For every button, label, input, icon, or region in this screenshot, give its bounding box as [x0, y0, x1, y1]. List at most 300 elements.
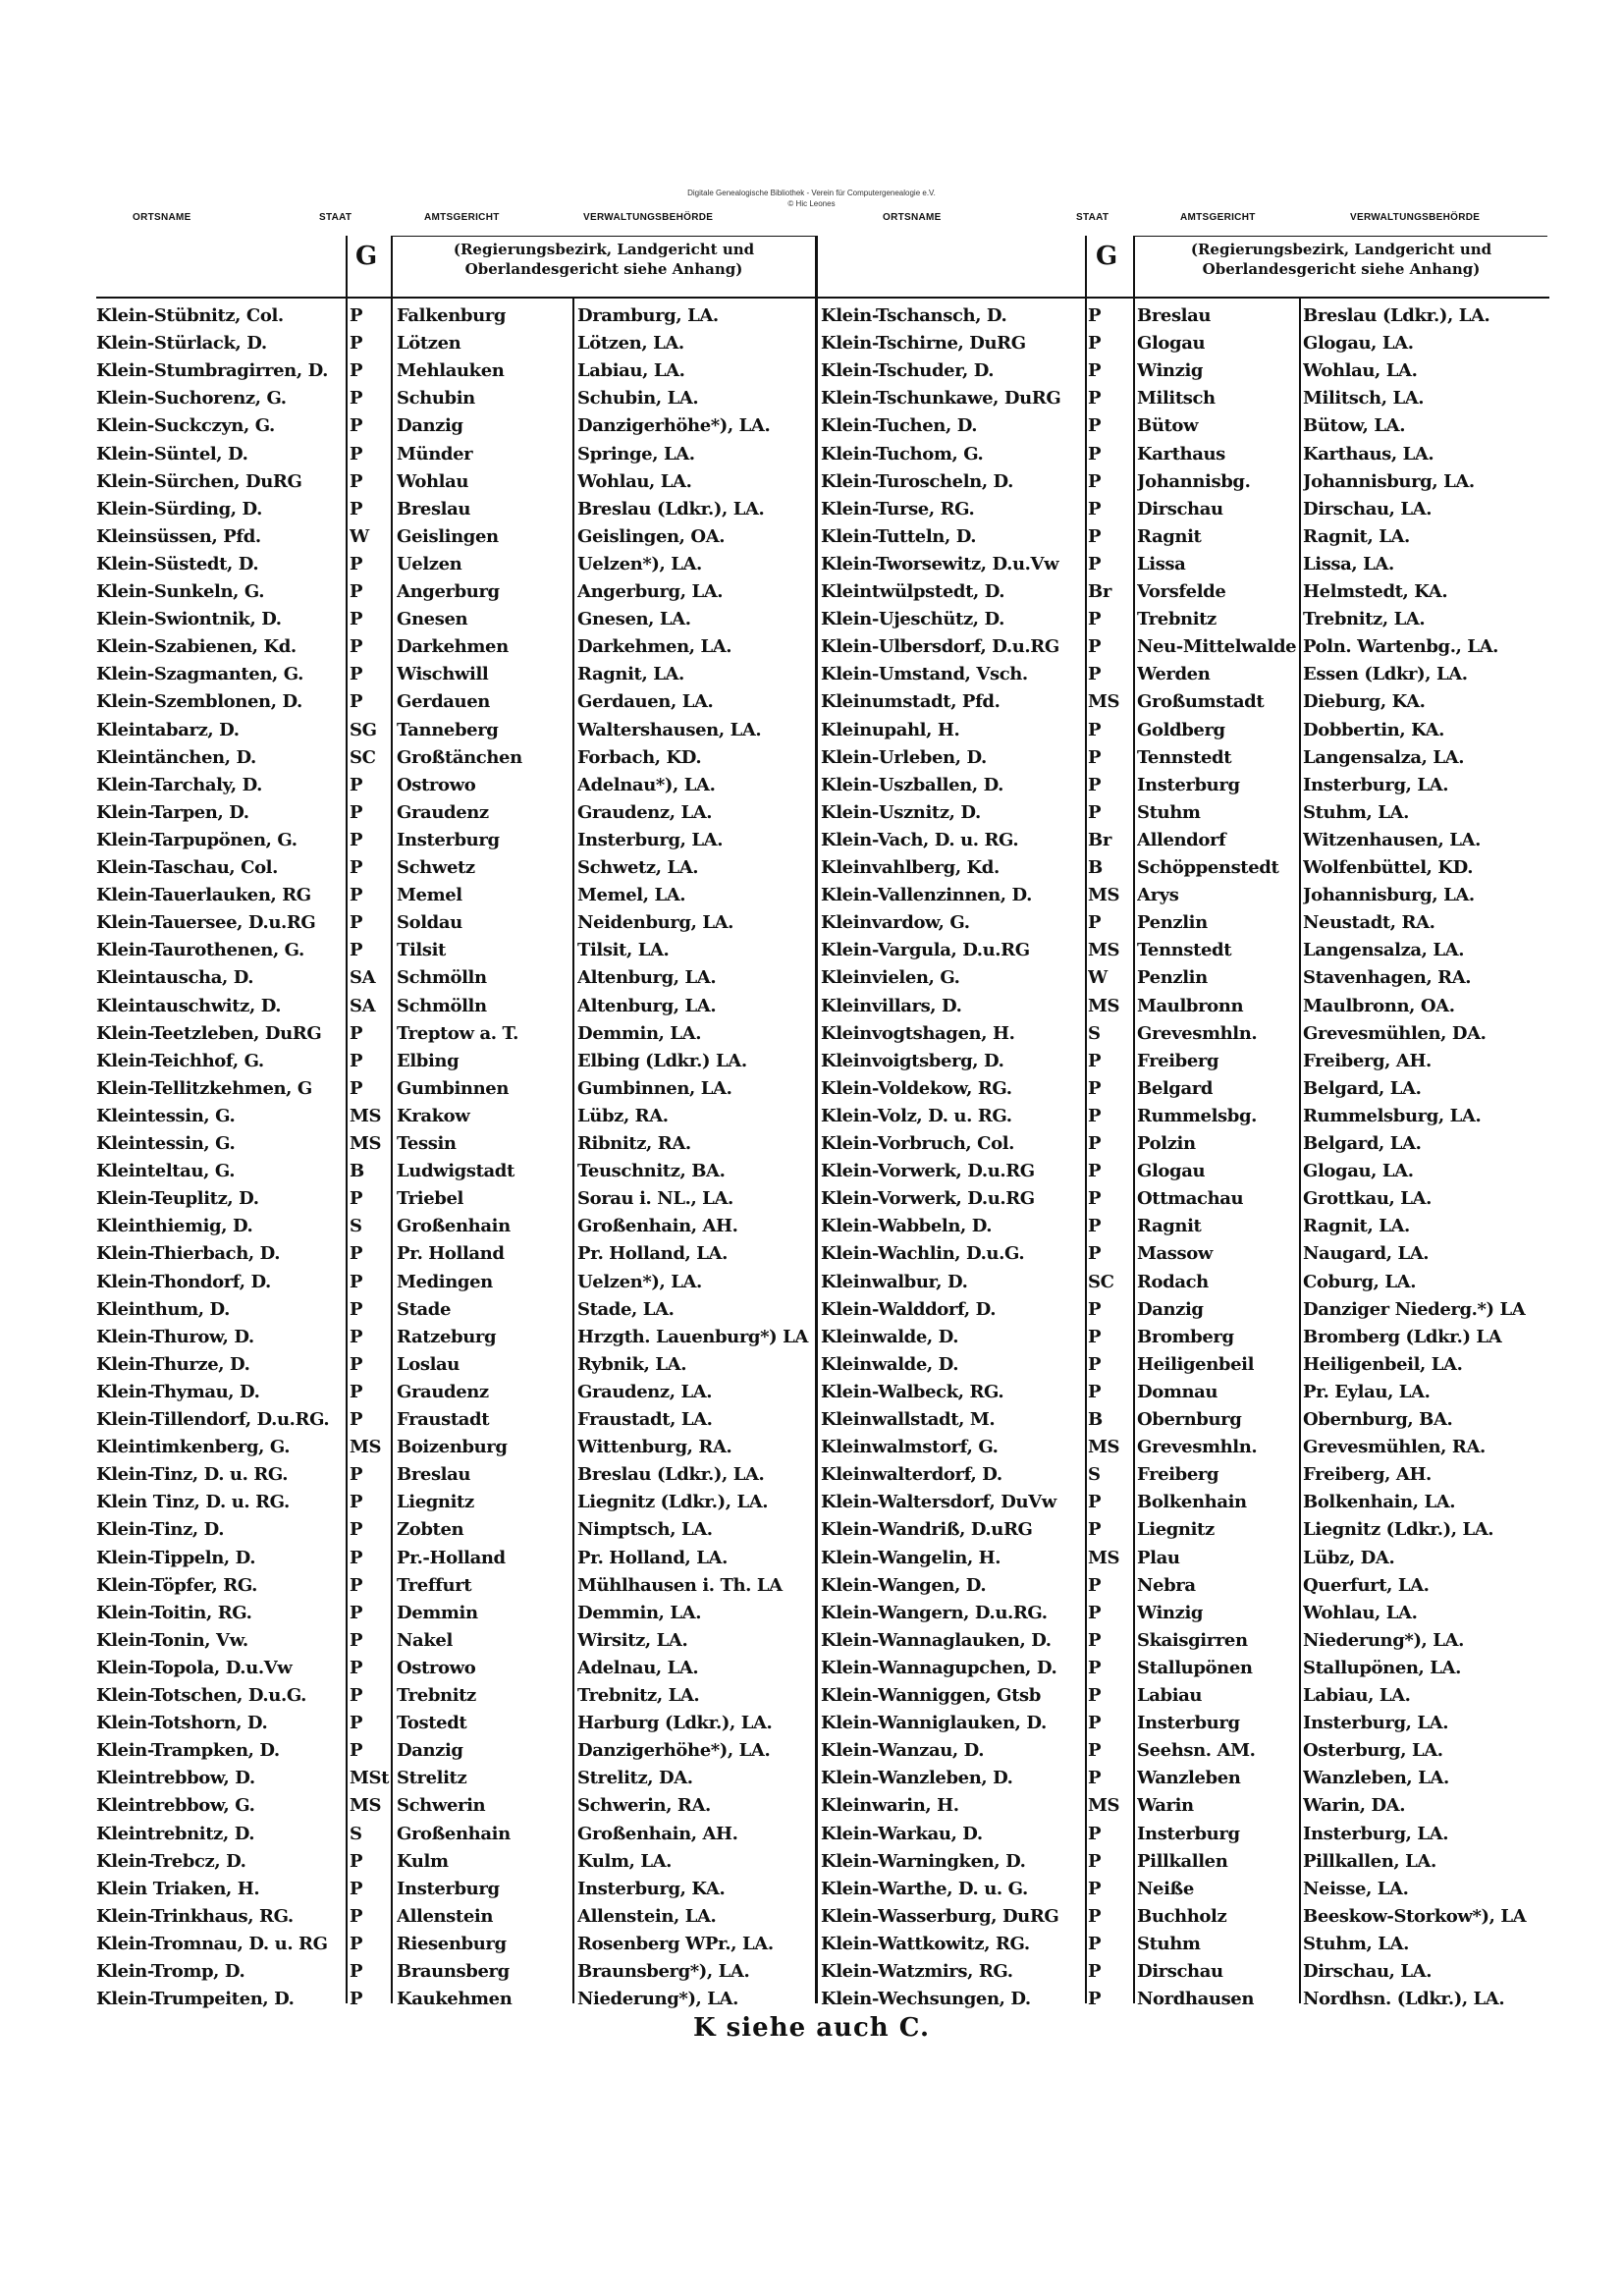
cell-verwaltung: Teuschnitz, BA.	[577, 1161, 726, 1182]
cell-verwaltung: Danzigerhöhe*), LA.	[577, 415, 771, 437]
cell-amtsgericht: Braunsberg	[397, 1961, 510, 1982]
cell-verwaltung: Heiligenbeil, LA.	[1303, 1353, 1463, 1375]
cell-verwaltung: Uelzen*), LA.	[577, 1271, 702, 1292]
cell-ortsname: Klein-Vorwerk, D.u.RG	[821, 1161, 1035, 1182]
cell-amtsgericht: Gumbinnen	[397, 1077, 510, 1099]
cell-verwaltung: Braunsberg*), LA.	[577, 1961, 750, 1982]
cell-ortsname: Kleinvielen, G.	[821, 967, 960, 989]
cell-ortsname: Kleintrebnitz, D.	[96, 1823, 255, 1844]
cell-verwaltung: Poln. Wartenbg., LA.	[1303, 636, 1499, 658]
cell-staat: P	[1088, 1243, 1102, 1265]
cell-staat: P	[350, 1519, 363, 1541]
cell-verwaltung: Pr. Holland, LA.	[577, 1243, 728, 1265]
cell-ortsname: Klein-Tromnau, D. u. RG	[96, 1933, 328, 1954]
cell-staat: P	[350, 1905, 363, 1927]
cell-staat: S	[1088, 1022, 1101, 1044]
cell-staat: P	[1088, 746, 1102, 768]
cell-ortsname: Klein-Wangen, D.	[821, 1574, 987, 1596]
cell-verwaltung: Bütow, LA.	[1303, 415, 1406, 437]
cell-amtsgericht: Danzig	[397, 415, 463, 437]
cell-amtsgericht: Ludwigstadt	[397, 1161, 514, 1182]
cell-ortsname: Klein-Ulbersdorf, D.u.RG	[821, 636, 1059, 658]
cell-verwaltung: Freiberg, AH.	[1303, 1050, 1432, 1071]
cell-staat: P	[1088, 1850, 1102, 1872]
header-note-line1: (Regierungsbezirk, Landgericht und	[453, 241, 755, 258]
cell-amtsgericht: Treffurt	[397, 1574, 472, 1596]
cell-verwaltung: Harburg (Ldkr.), LA.	[577, 1713, 773, 1734]
cell-ortsname: Klein-Umstand, Vsch.	[821, 664, 1028, 685]
cell-amtsgericht: Wischwill	[397, 664, 489, 685]
cell-ortsname: Klein-Wabbeln, D.	[821, 1216, 993, 1237]
cell-staat: P	[1088, 360, 1102, 382]
cell-staat: P	[350, 1298, 363, 1320]
cell-verwaltung: Insterburg, KA.	[577, 1878, 726, 1899]
cell-amtsgericht: Demmin	[397, 1602, 478, 1623]
cell-amtsgericht: Stuhm	[1137, 801, 1201, 823]
cell-verwaltung: Lötzen, LA.	[577, 333, 684, 355]
cell-verwaltung: Insterburg, LA.	[577, 829, 724, 850]
cell-ortsname: Klein-Voldekow, RG.	[821, 1077, 1012, 1099]
cell-ortsname: Klein-Wangern, D.u.RG.	[821, 1602, 1048, 1623]
cell-amtsgericht: Bromberg	[1137, 1326, 1234, 1347]
cell-verwaltung: Grottkau, LA.	[1303, 1188, 1432, 1210]
cell-amtsgericht: Strelitz	[397, 1768, 467, 1789]
cell-ortsname: Kleinwalde, D.	[821, 1326, 959, 1347]
cell-verwaltung: Glogau, LA.	[1303, 1161, 1414, 1182]
cell-verwaltung: Ragnit, LA.	[577, 664, 684, 685]
cell-ortsname: Kleinwalbur, D.	[821, 1271, 968, 1292]
cell-amtsgericht: Allendorf	[1137, 829, 1226, 850]
cell-ortsname: Klein-Trinkhaus, RG.	[96, 1905, 294, 1927]
cell-ortsname: Klein-Totschen, D.u.G.	[96, 1685, 307, 1706]
cell-staat: P	[1088, 1768, 1102, 1789]
cell-staat: P	[1088, 1933, 1102, 1954]
cell-ortsname: Klein-Turse, RG.	[821, 498, 975, 519]
cell-verwaltung: Sorau i. NL., LA.	[577, 1188, 733, 1210]
cell-verwaltung: Altenburg, LA.	[577, 995, 717, 1016]
cell-amtsgericht: Danzig	[397, 1740, 463, 1762]
cell-verwaltung: Grevesmühlen, DA.	[1303, 1022, 1487, 1044]
header-note-line1: (Regierungsbezirk, Landgericht und	[1190, 241, 1492, 258]
cell-ortsname: Klein-Tarchaly, D.	[96, 774, 263, 795]
cell-staat: P	[350, 940, 363, 961]
cell-ortsname: Klein-Wachlin, D.u.G.	[821, 1243, 1025, 1265]
cell-amtsgericht: Werden	[1137, 664, 1211, 685]
cell-verwaltung: Breslau (Ldkr.), LA.	[577, 498, 765, 519]
cell-ortsname: Kleinwalterdorf, D.	[821, 1464, 1002, 1486]
cell-staat: P	[350, 443, 363, 465]
column-divider	[1085, 236, 1087, 2003]
cell-ortsname: Klein-Thurow, D.	[96, 1326, 254, 1347]
cell-amtsgericht: Penzlin	[1137, 967, 1208, 989]
cell-amtsgericht: Schubin	[397, 388, 475, 410]
cell-verwaltung: Wanzleben, LA.	[1303, 1768, 1449, 1789]
cell-ortsname: Klein-Tutteln, D.	[821, 525, 977, 547]
cell-ortsname: Klein-Tarpupönen, G.	[96, 829, 298, 850]
cell-ortsname: Klein-Thymau, D.	[96, 1381, 260, 1402]
cell-amtsgericht: Gerdauen	[397, 691, 490, 713]
cell-ortsname: Kleinthiemig, D.	[96, 1216, 253, 1237]
cell-verwaltung: Bromberg (Ldkr.) LA	[1303, 1326, 1502, 1347]
cell-ortsname: Klein-Tuchen, D.	[821, 415, 978, 437]
cell-verwaltung: Mühlhausen i. Th. LA	[577, 1574, 783, 1596]
cell-ortsname: Klein-Vargula, D.u.RG	[821, 940, 1030, 961]
cell-amtsgericht: Goldberg	[1137, 719, 1225, 740]
cell-ortsname: Klein Triaken, H.	[96, 1878, 260, 1899]
cell-staat: P	[1088, 1989, 1102, 2010]
cell-staat: P	[350, 360, 363, 382]
cell-verwaltung: Labiau, LA.	[577, 360, 685, 382]
cell-amtsgericht: Geislingen	[397, 525, 499, 547]
cell-verwaltung: Rosenberg WPr., LA.	[577, 1933, 774, 1954]
cell-verwaltung: Nordhsn. (Ldkr.), LA.	[1303, 1989, 1505, 2010]
cell-amtsgericht: Ragnit	[1137, 525, 1202, 547]
cell-verwaltung: Memel, LA.	[577, 885, 686, 906]
cell-amtsgericht: Glogau	[1137, 1161, 1206, 1182]
cell-ortsname: Kleinvogtshagen, H.	[821, 1022, 1015, 1044]
cell-amtsgericht: Neiße	[1137, 1878, 1194, 1899]
cell-ortsname: Kleinupahl, H.	[821, 719, 960, 740]
col-ortsname-left: ORTSNAME	[133, 212, 191, 223]
cell-amtsgericht: Schmölln	[397, 967, 487, 989]
cell-amtsgericht: Riesenburg	[397, 1933, 507, 1954]
cell-ortsname: Kleinwallstadt, M.	[821, 1409, 996, 1430]
cell-staat: P	[1088, 498, 1102, 519]
cell-staat: P	[1088, 1713, 1102, 1734]
cell-verwaltung: Insterburg, LA.	[1303, 1823, 1449, 1844]
cell-amtsgericht: Angerburg	[397, 581, 500, 602]
cell-amtsgericht: Graudenz	[397, 801, 489, 823]
cell-amtsgericht: Trebnitz	[1137, 609, 1217, 630]
cell-amtsgericht: Penzlin	[1137, 912, 1208, 934]
cell-staat: MS	[350, 1133, 382, 1154]
cell-verwaltung: Großenhain, AH.	[577, 1216, 738, 1237]
cell-ortsname: Klein-Tellitzkehmen, G	[96, 1077, 312, 1099]
cell-verwaltung: Bolkenhain, LA.	[1303, 1492, 1456, 1513]
cell-amtsgericht: Schwerin	[397, 1795, 486, 1817]
cell-ortsname: Klein-Turoscheln, D.	[821, 470, 1013, 492]
cell-staat: P	[350, 664, 363, 685]
cell-verwaltung: Witzenhausen, LA.	[1303, 829, 1481, 850]
cell-staat: P	[1088, 1740, 1102, 1762]
cell-staat: P	[1088, 415, 1102, 437]
cell-amtsgericht: Falkenburg	[397, 305, 507, 326]
cell-amtsgericht: Polzin	[1137, 1133, 1196, 1154]
cell-amtsgericht: Elbing	[397, 1050, 460, 1071]
cell-ortsname: Klein-Trampken, D.	[96, 1740, 280, 1762]
cell-staat: MS	[1088, 691, 1120, 713]
cell-ortsname: Klein-Tschansch, D.	[821, 305, 1007, 326]
cell-verwaltung: Coburg, LA.	[1303, 1271, 1417, 1292]
cell-staat: P	[1088, 912, 1102, 934]
cell-amtsgericht: Mehlauken	[397, 360, 505, 382]
cell-ortsname: Klein-Vorwerk, D.u.RG	[821, 1188, 1035, 1210]
cell-verwaltung: Stuhm, LA.	[1303, 801, 1409, 823]
cell-verwaltung: Beeskow-Storkow*), LA	[1303, 1905, 1527, 1927]
cell-staat: MS	[350, 1795, 382, 1817]
col-verwaltung-right: VERWALTUNGSBEHÖRDE	[1350, 212, 1481, 223]
cell-staat: P	[350, 1574, 363, 1596]
cell-staat: P	[1088, 525, 1102, 547]
cell-amtsgericht: Nakel	[397, 1629, 453, 1651]
cell-ortsname: Klein-Topola, D.u.Vw	[96, 1657, 293, 1678]
cell-ortsname: Klein-Walddorf, D.	[821, 1298, 997, 1320]
cell-staat: MS	[1088, 1437, 1120, 1458]
cell-ortsname: Klein-Wechsungen, D.	[821, 1989, 1031, 2010]
cell-amtsgericht: Glogau	[1137, 333, 1206, 355]
cell-ortsname: Kleinteltau, G.	[96, 1161, 236, 1182]
cell-verwaltung: Darkehmen, LA.	[577, 636, 732, 658]
cell-ortsname: Klein-Swiontnik, D.	[96, 609, 282, 630]
cell-amtsgericht: Liegnitz	[1137, 1519, 1215, 1541]
header-note-right	[1135, 240, 1547, 279]
cell-amtsgericht: Dirschau	[1137, 1961, 1223, 1982]
cell-ortsname: Klein-Tauersee, D.u.RG	[96, 912, 316, 934]
cell-amtsgericht: Skaisgirren	[1137, 1629, 1248, 1651]
cell-amtsgericht: Pillkallen	[1137, 1850, 1228, 1872]
cell-verwaltung: Adelnau*), LA.	[577, 774, 716, 795]
cell-staat: MS	[1088, 885, 1120, 906]
cell-staat: P	[350, 1878, 363, 1899]
cell-staat: P	[350, 1022, 363, 1044]
cell-verwaltung: Essen (Ldkr), LA.	[1303, 664, 1468, 685]
cell-amtsgericht: Winzig	[1137, 1602, 1204, 1623]
cell-verwaltung: Liegnitz (Ldkr.), LA.	[1303, 1519, 1494, 1541]
cell-ortsname: Klein-Sürding, D.	[96, 498, 262, 519]
col-amtsgericht-right: AMTSGERICHT	[1180, 212, 1256, 223]
cell-verwaltung: Dirschau, LA.	[1303, 498, 1433, 519]
center-divider	[815, 236, 818, 2003]
cell-staat: S	[350, 1823, 362, 1844]
cell-amtsgericht: Pr. Holland	[397, 1243, 505, 1265]
cell-staat: P	[1088, 553, 1102, 574]
cell-staat: P	[1088, 1105, 1102, 1126]
cell-ortsname: Kleintimkenberg, G.	[96, 1437, 291, 1458]
cell-staat: SG	[350, 719, 377, 740]
cell-staat: P	[350, 1381, 363, 1402]
cell-amtsgericht: Tessin	[397, 1133, 457, 1154]
cell-verwaltung: Gerdauen, LA.	[577, 691, 714, 713]
box-top-rule	[1135, 236, 1547, 237]
cell-amtsgericht: Schöppenstedt	[1137, 857, 1279, 878]
cell-ortsname: Klein-Szagmanten, G.	[96, 664, 303, 685]
cell-amtsgericht: Grevesmhln.	[1137, 1437, 1258, 1458]
cell-amtsgericht: Bolkenhain	[1137, 1492, 1247, 1513]
cell-staat: B	[350, 1161, 364, 1182]
cell-verwaltung: Wirsitz, LA.	[577, 1629, 688, 1651]
cell-ortsname: Klein-Wanzau, D.	[821, 1740, 985, 1762]
cell-ortsname: Klein-Wannaglauken, D.	[821, 1629, 1052, 1651]
header-rule	[96, 297, 1549, 299]
cell-ortsname: Klein-Waltersdorf, DuVw	[821, 1492, 1056, 1513]
cell-verwaltung: Liegnitz (Ldkr.), LA.	[577, 1492, 769, 1513]
cell-staat: P	[1088, 388, 1102, 410]
cell-staat: P	[1088, 305, 1102, 326]
cell-amtsgericht: Ottmachau	[1137, 1188, 1244, 1210]
cell-ortsname: Klein-Teuplitz, D.	[96, 1188, 259, 1210]
cell-amtsgericht: Großtänchen	[397, 746, 522, 768]
cell-staat: P	[350, 1989, 363, 2010]
cell-ortsname: Klein-Stumbragirren, D.	[96, 360, 329, 382]
cell-staat: P	[350, 1271, 363, 1292]
cell-verwaltung: Gnesen, LA.	[577, 609, 691, 630]
cell-ortsname: Kleinvardow, G.	[821, 912, 970, 934]
cell-verwaltung: Wolfenbüttel, KD.	[1303, 857, 1474, 878]
cell-verwaltung: Labiau, LA.	[1303, 1685, 1411, 1706]
cell-staat: P	[350, 857, 363, 878]
cell-amtsgericht: Medingen	[397, 1271, 493, 1292]
cell-staat: P	[350, 829, 363, 850]
cell-ortsname: Klein-Vallenzinnen, D.	[821, 885, 1032, 906]
cell-verwaltung: Insterburg, LA.	[1303, 774, 1449, 795]
cell-verwaltung: Langensalza, LA.	[1303, 746, 1465, 768]
cell-staat: P	[1088, 1188, 1102, 1210]
credit-copyright: © Hic Leones	[787, 199, 836, 208]
cell-ortsname: Klein-Walbeck, RG.	[821, 1381, 1004, 1402]
cell-ortsname: Klein-Watzmirs, RG.	[821, 1961, 1013, 1982]
cell-staat: P	[1088, 1492, 1102, 1513]
cell-amtsgericht: Loslau	[397, 1353, 460, 1375]
cell-ortsname: Klein-Uszballen, D.	[821, 774, 1004, 795]
cell-amtsgericht: Rodach	[1137, 1271, 1209, 1292]
cell-ortsname: Klein-Wangelin, H.	[821, 1547, 1001, 1568]
cell-verwaltung: Rummelsburg, LA.	[1303, 1105, 1482, 1126]
cell-verwaltung: Stavenhagen, RA.	[1303, 967, 1472, 989]
cell-staat: P	[350, 333, 363, 355]
cell-staat: P	[1088, 1878, 1102, 1899]
cell-staat: P	[1088, 1519, 1102, 1541]
cell-staat: P	[350, 1353, 363, 1375]
cell-ortsname: Klein-Trebcz, D.	[96, 1850, 246, 1872]
cell-amtsgericht: Arys	[1137, 885, 1179, 906]
cell-amtsgericht: Insterburg	[1137, 1823, 1240, 1844]
cell-ortsname: Klein Tinz, D. u. RG.	[96, 1492, 290, 1513]
cell-ortsname: Kleintauscha, D.	[96, 967, 254, 989]
cell-staat: P	[1088, 1077, 1102, 1099]
cell-ortsname: Klein-Tillendorf, D.u.RG.	[96, 1409, 330, 1430]
cell-verwaltung: Gumbinnen, LA.	[577, 1077, 732, 1099]
cell-verwaltung: Langensalza, LA.	[1303, 940, 1465, 961]
cell-amtsgericht: Heiligenbeil	[1137, 1353, 1255, 1375]
cell-verwaltung: Uelzen*), LA.	[577, 553, 702, 574]
cell-staat: SC	[350, 746, 376, 768]
cell-staat: P	[1088, 1353, 1102, 1375]
cell-ortsname: Klein-Wanniggen, Gtsb	[821, 1685, 1041, 1706]
cell-verwaltung: Neustadt, RA.	[1303, 912, 1435, 934]
cell-verwaltung: Breslau (Ldkr.), LA.	[577, 1464, 765, 1486]
cell-staat: P	[350, 1629, 363, 1651]
cell-amtsgericht: Uelzen	[397, 553, 462, 574]
cell-amtsgericht: Breslau	[397, 498, 471, 519]
cell-staat: P	[350, 1077, 363, 1099]
cell-verwaltung: Hrzgth. Lauenburg*) LA	[577, 1326, 808, 1347]
cell-verwaltung: Wohlau, LA.	[1303, 1602, 1418, 1623]
cell-staat: P	[350, 553, 363, 574]
cell-staat: W	[350, 525, 369, 547]
cell-verwaltung: Altenburg, LA.	[577, 967, 717, 989]
cell-ortsname: Kleinsüssen, Pfd.	[96, 525, 261, 547]
cell-ortsname: Klein-Usznitz, D.	[821, 801, 981, 823]
cell-verwaltung: Karthaus, LA.	[1303, 443, 1434, 465]
cell-verwaltung: Nimptsch, LA.	[577, 1519, 713, 1541]
cell-staat: P	[1088, 774, 1102, 795]
cell-staat: P	[1088, 664, 1102, 685]
cell-verwaltung: Glogau, LA.	[1303, 333, 1414, 355]
cell-ortsname: Klein-Tinz, D. u. RG.	[96, 1464, 289, 1486]
cell-ortsname: Kleinvoigtsberg, D.	[821, 1050, 1004, 1071]
cell-amtsgericht: Trebnitz	[397, 1685, 476, 1706]
cell-ortsname: Klein-Töpfer, RG.	[96, 1574, 258, 1596]
cell-amtsgericht: Treptow a. T.	[397, 1022, 519, 1044]
cell-staat: P	[350, 912, 363, 934]
cell-ortsname: Klein-Teetzleben, DuRG	[96, 1022, 322, 1044]
cell-staat: P	[1088, 1657, 1102, 1678]
cell-ortsname: Klein-Suchorenz, G.	[96, 388, 287, 410]
cell-verwaltung: Rybnik, LA.	[577, 1353, 687, 1375]
cell-staat: P	[350, 581, 363, 602]
cell-amtsgericht: Winzig	[1137, 360, 1204, 382]
cell-verwaltung: Grevesmühlen, RA.	[1303, 1437, 1486, 1458]
cell-staat: MS	[1088, 1795, 1120, 1817]
cell-verwaltung: Johannisburg, LA.	[1303, 470, 1475, 492]
staat-mark-left: G	[355, 242, 378, 271]
cell-amtsgericht: Zobten	[397, 1519, 464, 1541]
cell-verwaltung: Warin, DA.	[1303, 1795, 1406, 1817]
cell-verwaltung: Maulbronn, OA.	[1303, 995, 1455, 1016]
cell-amtsgericht: Insterburg	[1137, 1713, 1240, 1734]
cell-verwaltung: Johannisburg, LA.	[1303, 885, 1475, 906]
cell-verwaltung: Schwetz, LA.	[577, 857, 699, 878]
cell-amtsgericht: Tennstedt	[1137, 746, 1232, 768]
cell-staat: P	[1088, 1216, 1102, 1237]
cell-ortsname: Kleintrebbow, D.	[96, 1768, 255, 1789]
cell-verwaltung: Neisse, LA.	[1303, 1878, 1409, 1899]
cell-staat: P	[350, 801, 363, 823]
cell-verwaltung: Breslau (Ldkr.), LA.	[1303, 305, 1490, 326]
staat-mark-right: G	[1096, 242, 1118, 271]
cell-verwaltung: Stallupönen, LA.	[1303, 1657, 1461, 1678]
cell-verwaltung: Angerburg, LA.	[577, 581, 724, 602]
cell-ortsname: Klein-Tauerlauken, RG	[96, 885, 311, 906]
cell-verwaltung: Waltershausen, LA.	[577, 719, 762, 740]
cell-amtsgericht: Münder	[397, 443, 473, 465]
cell-amtsgericht: Massow	[1137, 1243, 1213, 1265]
cell-staat: P	[1088, 1574, 1102, 1596]
cell-staat: P	[1088, 1685, 1102, 1706]
cell-staat: P	[1088, 1326, 1102, 1347]
cell-staat: P	[350, 1188, 363, 1210]
footer-note: K siehe auch C.	[692, 2013, 931, 2043]
cell-ortsname: Klein-Thierbach, D.	[96, 1243, 281, 1265]
cell-staat: MSt	[350, 1768, 390, 1789]
cell-ortsname: Klein-Tromp, D.	[96, 1961, 245, 1982]
column-divider	[346, 236, 348, 2003]
cell-amtsgericht: Triebel	[397, 1188, 463, 1210]
cell-staat: P	[350, 1050, 363, 1071]
cell-verwaltung: Stade, LA.	[577, 1298, 675, 1320]
cell-ortsname: Klein-Thurze, D.	[96, 1353, 250, 1375]
cell-ortsname: Klein-Tworsewitz, D.u.Vw	[821, 553, 1059, 574]
cell-ortsname: Klein-Vorbruch, Col.	[821, 1133, 1014, 1154]
cell-staat: B	[1088, 1409, 1103, 1430]
cell-staat: P	[350, 691, 363, 713]
cell-amtsgericht: Plau	[1137, 1547, 1180, 1568]
cell-verwaltung: Lissa, LA.	[1303, 553, 1394, 574]
cell-staat: P	[1088, 719, 1102, 740]
cell-verwaltung: Fraustadt, LA.	[577, 1409, 713, 1430]
cell-staat: P	[350, 1933, 363, 1954]
cell-amtsgericht: Insterburg	[397, 1878, 500, 1899]
